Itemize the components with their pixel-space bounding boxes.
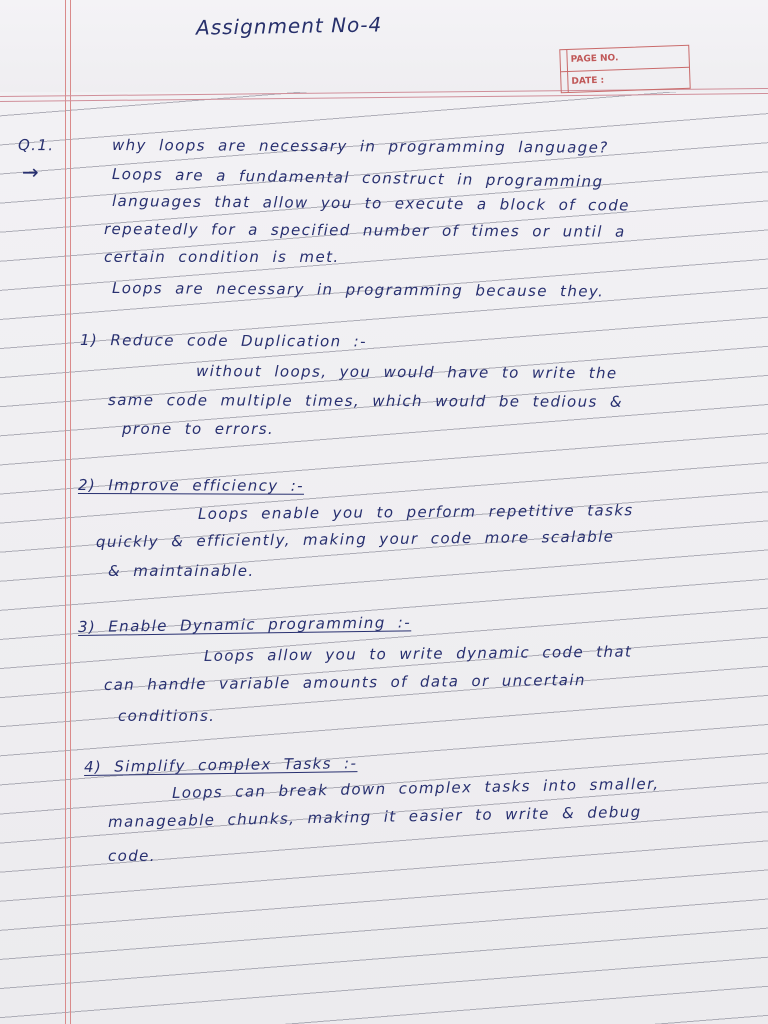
point-line: quickly & efficiently, making your code more scalable: [95, 527, 615, 551]
point-line: Loops allow you to write dynamic code that: [203, 642, 633, 665]
margin-line: [70, 0, 71, 1024]
assignment-title: Assignment No-4: [195, 12, 383, 40]
point-line: prone to errors.: [122, 420, 275, 438]
date-label: DATE :: [571, 75, 605, 87]
point-line: code.: [108, 847, 156, 865]
point-line: without loops, you would have to write the: [195, 362, 618, 383]
point-heading: 2) Improve efficiency :-: [77, 476, 305, 495]
point-line: Loops enable you to perform repetitive tasks: [197, 501, 634, 523]
point-line: & maintainable.: [108, 562, 255, 580]
page-date-box: [559, 45, 690, 94]
answer-line: repeatedly for a specified number of times or until a: [103, 220, 626, 241]
point-line: conditions.: [118, 707, 216, 725]
answer-line: Loops are necessary in programming because they.: [111, 279, 605, 301]
answer-line: Loops are a fundamental construct in programming: [111, 165, 604, 191]
margin-line: [65, 0, 66, 1024]
page-no-label: PAGE NO.: [570, 53, 619, 65]
point-line: can handle variable amounts of data or uncertain: [103, 670, 586, 694]
point-heading: 4) Simplify complex Tasks :-: [83, 754, 358, 776]
point-line: manageable chunks, making it easier to write & debug: [107, 802, 642, 831]
answer-arrow: →: [22, 160, 41, 184]
point-heading: 1) Reduce code Duplication :-: [79, 331, 367, 351]
question-number: Q.1.: [17, 136, 55, 155]
answer-line: certain condition is met.: [104, 248, 340, 266]
question-text: why loops are necessary in programming language?: [111, 136, 609, 157]
point-line: Loops can break down complex tasks into smaller,: [171, 774, 660, 802]
answer-line: languages that allow you to execute a block of code: [111, 192, 630, 215]
point-line: same code multiple times, which would be tedious &: [107, 391, 624, 411]
point-heading: 3) Enable Dynamic programming :-: [77, 613, 412, 636]
